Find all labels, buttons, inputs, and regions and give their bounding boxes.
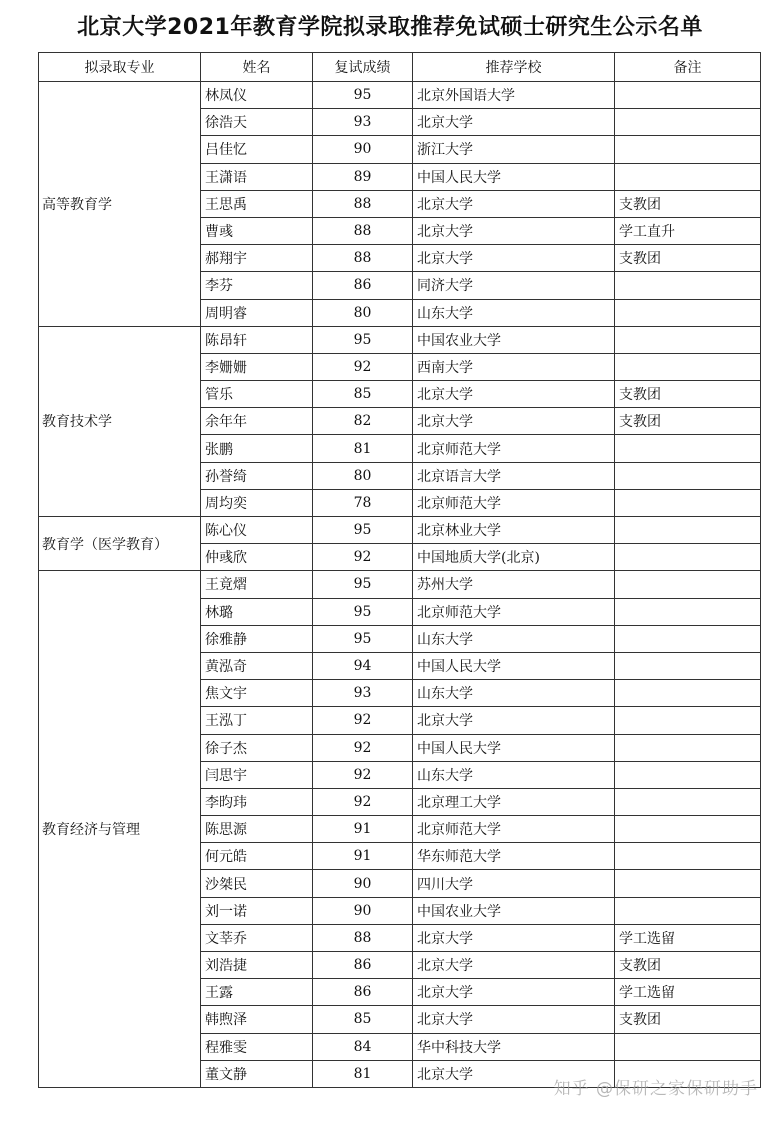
name-cell: 吕佳忆 [201, 136, 313, 163]
name-cell: 徐雅静 [201, 625, 313, 652]
name-cell: 王潇语 [201, 163, 313, 190]
remark-cell [615, 816, 761, 843]
remark-cell [615, 272, 761, 299]
school-cell: 中国地质大学(北京) [413, 544, 615, 571]
remark-cell [615, 435, 761, 462]
name-cell: 黄泓奇 [201, 652, 313, 679]
score-cell: 84 [313, 1033, 413, 1060]
score-cell: 91 [313, 843, 413, 870]
remark-cell: 学工选留 [615, 979, 761, 1006]
score-cell: 92 [313, 734, 413, 761]
name-cell: 李昀玮 [201, 788, 313, 815]
score-cell: 90 [313, 897, 413, 924]
school-cell: 北京大学 [413, 408, 615, 435]
remark-cell: 支教团 [615, 408, 761, 435]
score-cell: 91 [313, 816, 413, 843]
school-cell: 山东大学 [413, 680, 615, 707]
name-cell: 李芬 [201, 272, 313, 299]
name-cell: 刘浩捷 [201, 952, 313, 979]
remark-cell: 学工直升 [615, 217, 761, 244]
remark-cell [615, 598, 761, 625]
score-cell: 88 [313, 924, 413, 951]
school-cell: 山东大学 [413, 761, 615, 788]
score-cell: 92 [313, 353, 413, 380]
name-cell: 陈昂轩 [201, 326, 313, 353]
remark-cell [615, 788, 761, 815]
name-cell: 林凤仪 [201, 82, 313, 109]
score-cell: 82 [313, 408, 413, 435]
major-cell: 教育学（医学教育） [39, 517, 201, 571]
score-cell: 92 [313, 544, 413, 571]
name-cell: 董文静 [201, 1060, 313, 1087]
name-cell: 仲彧欣 [201, 544, 313, 571]
score-cell: 81 [313, 1060, 413, 1087]
score-cell: 88 [313, 217, 413, 244]
school-cell: 四川大学 [413, 870, 615, 897]
score-cell: 85 [313, 381, 413, 408]
name-cell: 余年年 [201, 408, 313, 435]
table-row [39, 326, 761, 353]
name-cell: 王泓丁 [201, 707, 313, 734]
name-cell: 闫思宇 [201, 761, 313, 788]
school-cell: 浙江大学 [413, 136, 615, 163]
header-school: 推荐学校 [413, 53, 615, 82]
name-cell: 刘一诺 [201, 897, 313, 924]
header-remark: 备注 [615, 53, 761, 82]
score-cell: 86 [313, 272, 413, 299]
score-cell: 80 [313, 299, 413, 326]
score-cell: 95 [313, 625, 413, 652]
score-cell: 81 [313, 435, 413, 462]
admission-table [38, 52, 761, 1088]
score-cell: 95 [313, 571, 413, 598]
name-cell: 徐子杰 [201, 734, 313, 761]
school-cell: 北京师范大学 [413, 816, 615, 843]
school-cell: 北京大学 [413, 109, 615, 136]
school-cell: 北京师范大学 [413, 598, 615, 625]
remark-cell [615, 353, 761, 380]
score-cell: 86 [313, 952, 413, 979]
score-cell: 85 [313, 1006, 413, 1033]
table-row [39, 571, 761, 598]
school-cell: 苏州大学 [413, 571, 615, 598]
name-cell: 何元皓 [201, 843, 313, 870]
school-cell: 华东师范大学 [413, 843, 615, 870]
school-cell: 西南大学 [413, 353, 615, 380]
remark-cell [615, 136, 761, 163]
score-cell: 89 [313, 163, 413, 190]
name-cell: 林璐 [201, 598, 313, 625]
remark-cell [615, 843, 761, 870]
score-cell: 90 [313, 136, 413, 163]
remark-cell [615, 326, 761, 353]
name-cell: 曹彧 [201, 217, 313, 244]
remark-cell [615, 734, 761, 761]
score-cell: 95 [313, 598, 413, 625]
school-cell: 北京大学 [413, 190, 615, 217]
remark-cell [615, 571, 761, 598]
name-cell: 周均奕 [201, 489, 313, 516]
name-cell: 王竟熠 [201, 571, 313, 598]
remark-cell: 学工选留 [615, 924, 761, 951]
school-cell: 北京大学 [413, 1060, 615, 1087]
remark-cell [615, 680, 761, 707]
score-cell: 94 [313, 652, 413, 679]
major-cell: 教育经济与管理 [39, 571, 201, 1088]
remark-cell [615, 897, 761, 924]
school-cell: 中国人民大学 [413, 652, 615, 679]
remark-cell: 支教团 [615, 245, 761, 272]
remark-cell [615, 625, 761, 652]
school-cell: 北京大学 [413, 381, 615, 408]
remark-cell [615, 163, 761, 190]
remark-cell [615, 462, 761, 489]
name-cell: 文莘乔 [201, 924, 313, 951]
score-cell: 92 [313, 707, 413, 734]
table-row [39, 82, 761, 109]
school-cell: 华中科技大学 [413, 1033, 615, 1060]
name-cell: 管乐 [201, 381, 313, 408]
score-cell: 93 [313, 680, 413, 707]
name-cell: 孙誉绮 [201, 462, 313, 489]
school-cell: 中国人民大学 [413, 163, 615, 190]
score-cell: 95 [313, 82, 413, 109]
remark-cell [615, 870, 761, 897]
school-cell: 中国农业大学 [413, 897, 615, 924]
name-cell: 王思禹 [201, 190, 313, 217]
score-cell: 92 [313, 761, 413, 788]
header-row [39, 53, 761, 82]
remark-cell [615, 299, 761, 326]
school-cell: 北京理工大学 [413, 788, 615, 815]
score-cell: 92 [313, 788, 413, 815]
remark-cell [615, 517, 761, 544]
score-cell: 90 [313, 870, 413, 897]
score-cell: 86 [313, 979, 413, 1006]
score-cell: 80 [313, 462, 413, 489]
header-score: 复试成绩 [313, 53, 413, 82]
remark-cell [615, 1033, 761, 1060]
name-cell: 周明睿 [201, 299, 313, 326]
name-cell: 程雅雯 [201, 1033, 313, 1060]
school-cell: 北京大学 [413, 924, 615, 951]
header-major: 拟录取专业 [39, 53, 201, 82]
name-cell: 王露 [201, 979, 313, 1006]
table-row [39, 517, 761, 544]
school-cell: 北京师范大学 [413, 435, 615, 462]
school-cell: 北京大学 [413, 952, 615, 979]
name-cell: 徐浩天 [201, 109, 313, 136]
score-cell: 95 [313, 517, 413, 544]
score-cell: 95 [313, 326, 413, 353]
remark-cell [615, 761, 761, 788]
score-cell: 78 [313, 489, 413, 516]
remark-cell [615, 82, 761, 109]
major-cell: 高等教育学 [39, 82, 201, 327]
score-cell: 88 [313, 245, 413, 272]
name-cell: 李姗姗 [201, 353, 313, 380]
school-cell: 北京大学 [413, 979, 615, 1006]
score-cell: 93 [313, 109, 413, 136]
page-title: 北京大学2021年教育学院拟录取推荐免试硕士研究生公示名单 [77, 15, 703, 40]
table-body [39, 82, 761, 1088]
remark-cell: 支教团 [615, 1006, 761, 1033]
name-cell: 张鹏 [201, 435, 313, 462]
major-cell: 教育技术学 [39, 326, 201, 516]
school-cell: 北京语言大学 [413, 462, 615, 489]
name-cell: 陈思源 [201, 816, 313, 843]
header-name: 姓名 [201, 53, 313, 82]
school-cell: 中国人民大学 [413, 734, 615, 761]
remark-cell: 支教团 [615, 190, 761, 217]
school-cell: 北京大学 [413, 245, 615, 272]
school-cell: 北京外国语大学 [413, 82, 615, 109]
school-cell: 中国农业大学 [413, 326, 615, 353]
remark-cell [615, 652, 761, 679]
school-cell: 北京师范大学 [413, 489, 615, 516]
school-cell: 山东大学 [413, 299, 615, 326]
name-cell: 韩煦泽 [201, 1006, 313, 1033]
school-cell: 山东大学 [413, 625, 615, 652]
name-cell: 陈心仪 [201, 517, 313, 544]
name-cell: 焦文宇 [201, 680, 313, 707]
remark-cell [615, 544, 761, 571]
remark-cell: 支教团 [615, 381, 761, 408]
remark-cell [615, 109, 761, 136]
remark-cell: 支教团 [615, 952, 761, 979]
watermark: 知乎 @保研之家保研助手 [553, 1079, 758, 1099]
remark-cell [615, 707, 761, 734]
name-cell: 沙桀民 [201, 870, 313, 897]
school-cell: 北京林业大学 [413, 517, 615, 544]
remark-cell [615, 489, 761, 516]
school-cell: 北京大学 [413, 1006, 615, 1033]
school-cell: 北京大学 [413, 707, 615, 734]
school-cell: 同济大学 [413, 272, 615, 299]
school-cell: 北京大学 [413, 217, 615, 244]
score-cell: 88 [313, 190, 413, 217]
name-cell: 郝翔宇 [201, 245, 313, 272]
